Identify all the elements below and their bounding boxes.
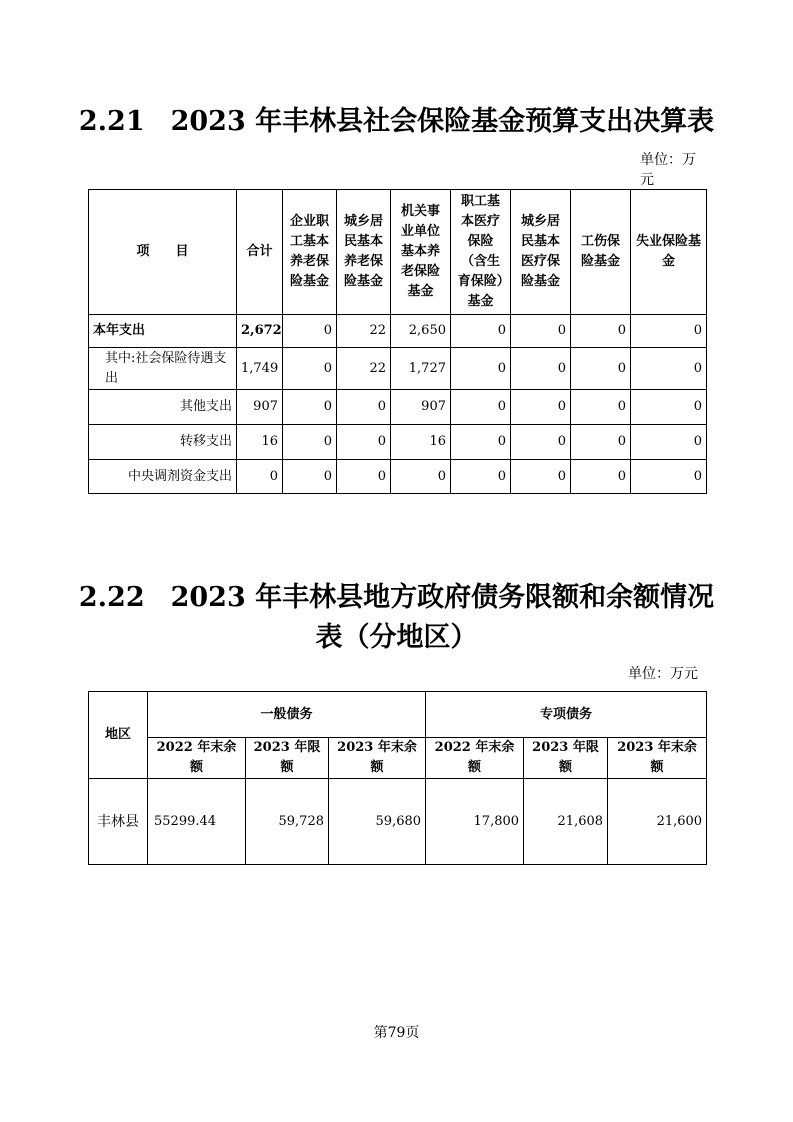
section-title-2-21 [0,104,793,140]
unit-label: 单位：万元 [628,666,698,682]
cell: 0 [283,315,337,348]
column-header: 合计 [237,190,283,315]
social-insurance-fund-table [88,189,707,494]
cell: 0 [283,425,337,460]
cell: 0 [451,315,511,348]
unit-label: 单位：万元 [640,152,696,188]
cell: 0 [511,315,571,348]
column-header: 企业职工基本养老保险基金 [283,190,337,315]
table-row [89,315,707,348]
page-number: 第79页 [373,1025,420,1041]
cell: 0 [511,390,571,425]
column-header: 工伤保险基金 [571,190,631,315]
row-label: 丰林县 [89,779,148,865]
cell: 2,672 [237,315,283,348]
cell: 0 [571,425,631,460]
cell: 0 [631,390,707,425]
cell: 55299.44 [148,779,246,865]
cell: 0 [511,425,571,460]
column-header: 项 目 [89,190,237,315]
cell: 1,749 [237,348,283,390]
cell: 21,608 [524,779,608,865]
cell: 0 [631,460,707,494]
cell: 907 [237,390,283,425]
cell: 0 [511,348,571,390]
column-header: 机关事业单位基本养老保险基金 [391,190,451,315]
cell: 0 [283,390,337,425]
row-label: 其中:社会保险待遇支出 [89,348,237,390]
cell: 0 [283,348,337,390]
section-title-2-22-line2 [0,620,793,656]
row-label: 转移支出 [89,425,237,460]
row-label: 中央调剂资金支出 [89,460,237,494]
section-title-line2: 表（分地区） [315,622,478,653]
group-header-special: 专项债务 [426,692,707,738]
cell: 21,600 [608,779,707,865]
table-header-row [89,692,707,738]
column-header: 2022 年末余额 [426,738,524,779]
cell: 0 [571,348,631,390]
cell: 0 [631,315,707,348]
column-header: 2023 年末余额 [608,738,707,779]
column-header: 2023 年限额 [524,738,608,779]
cell: 0 [283,460,337,494]
table-header-row [89,190,707,315]
column-header: 城乡居民基本养老保险基金 [337,190,391,315]
cell: 0 [237,460,283,494]
cell: 0 [451,348,511,390]
table-row [89,425,707,460]
cell: 1,727 [391,348,451,390]
section-number: 2.22 [78,582,145,613]
cell: 0 [631,348,707,390]
column-header: 城乡居民基本医疗保险基金 [511,190,571,315]
column-header: 2023 年限额 [246,738,329,779]
section-number: 2.21 [78,106,145,137]
cell: 0 [571,390,631,425]
table-row [89,390,707,425]
cell: 2,650 [391,315,451,348]
cell: 0 [451,425,511,460]
section-title-2-22 [0,580,793,616]
group-header-general: 一般债务 [148,692,426,738]
cell: 16 [237,425,283,460]
cell: 22 [337,348,391,390]
cell: 0 [451,460,511,494]
section-title-text: 2023 年丰林县社会保险基金预算支出决算表 [170,106,715,137]
cell: 17,800 [426,779,524,865]
cell: 0 [337,390,391,425]
cell: 0 [337,460,391,494]
cell: 59,728 [246,779,329,865]
table-row [89,779,707,865]
cell: 59,680 [329,779,426,865]
cell: 0 [511,460,571,494]
cell: 22 [337,315,391,348]
region-header: 地区 [89,692,148,779]
cell: 0 [571,460,631,494]
column-header: 失业保险基金 [631,190,707,315]
debt-limit-table [88,691,707,865]
row-label: 本年支出 [89,315,237,348]
column-header: 职工基本医疗保险（含生育保险）基金 [451,190,511,315]
section-title-line1: 2023 年丰林县地方政府债务限额和余额情况 [170,582,715,613]
cell: 0 [571,315,631,348]
table-row [89,348,707,390]
cell: 0 [631,425,707,460]
column-header: 2022 年末余额 [148,738,246,779]
table-row [89,460,707,494]
cell: 0 [391,460,451,494]
row-label: 其他支出 [89,390,237,425]
table-subheader-row [89,738,707,779]
cell: 16 [391,425,451,460]
cell: 0 [337,425,391,460]
cell: 907 [391,390,451,425]
cell: 0 [451,390,511,425]
column-header: 2023 年末余额 [329,738,426,779]
